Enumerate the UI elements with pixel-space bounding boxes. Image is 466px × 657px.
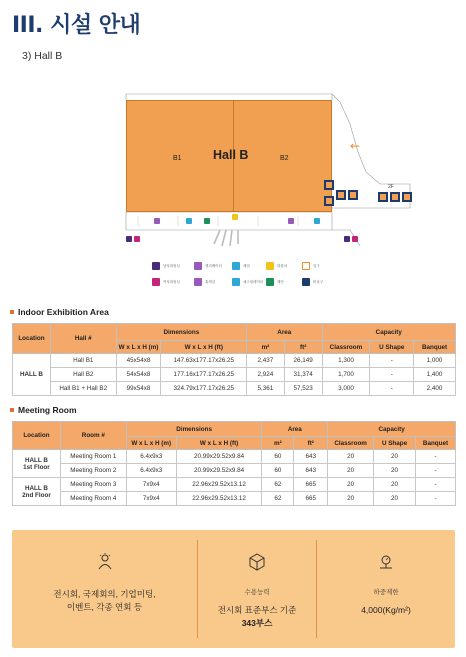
area-ft-cell: 57,523 — [284, 382, 322, 396]
banquet-cell: - — [416, 492, 456, 506]
col-dim-m: W x L x H (m) — [116, 341, 161, 354]
col-ushape: U Shape — [374, 437, 416, 450]
room-cell: Meeting Room 3 — [60, 478, 126, 492]
dim-ft-cell: 177.16x177.17x26.25 — [161, 368, 247, 382]
stairs-icon — [266, 278, 274, 286]
col-location: Location — [13, 422, 61, 450]
area-m-cell: 62 — [262, 492, 294, 506]
dim-m-cell: 54x54x8 — [116, 368, 161, 382]
meeting-room-table — [12, 421, 456, 506]
ushape-cell: 20 — [374, 478, 416, 492]
classroom-cell: 20 — [328, 464, 374, 478]
legend-item: 입구 — [302, 262, 320, 270]
area-m-cell: 5,361 — [247, 382, 285, 396]
legend-item: 남자화장실 — [152, 262, 180, 270]
dim-m-cell: 99x54x8 — [116, 382, 161, 396]
area-m-cell: 60 — [262, 464, 294, 478]
dim-ft-cell: 22.96x29.52x13.12 — [176, 492, 262, 506]
load-value: 4,000(Kg/m²) — [361, 605, 411, 615]
area-ft-cell: 643 — [294, 450, 328, 464]
weight-icon — [376, 552, 396, 572]
elevator-icon — [194, 262, 202, 270]
legend-item: 엘리베이터 — [194, 262, 222, 270]
escalator-icon — [314, 218, 320, 224]
legend-item: 여자화장실 — [152, 278, 180, 286]
banquet-cell: - — [416, 450, 456, 464]
area-ft-cell: 26,149 — [284, 354, 322, 368]
table-row — [13, 450, 456, 464]
presenter-icon — [95, 552, 115, 572]
col-area-m: m² — [247, 341, 285, 354]
location-line: 2nd Floor — [22, 491, 51, 499]
banquet-cell: 1,400 — [414, 368, 456, 382]
truck-icon — [266, 262, 274, 270]
table-row — [13, 354, 456, 368]
hall-b2-label: B2 — [280, 155, 289, 162]
col-ushape: U Shape — [370, 341, 414, 354]
section-subtitle: 3) Hall B — [22, 50, 63, 62]
col-banquet: Banquet — [414, 341, 456, 354]
summary-load — [317, 530, 455, 648]
col-area-m: m² — [262, 437, 294, 450]
classroom-cell: 1,700 — [322, 368, 370, 382]
classroom-cell: 20 — [328, 478, 374, 492]
table-row — [13, 382, 456, 396]
legend-item: 화물차 — [266, 262, 287, 270]
escalator-icon — [232, 278, 240, 286]
location-cell — [13, 478, 61, 506]
womens-restroom-icon — [352, 236, 358, 242]
room-cell: Meeting Room 2 — [60, 464, 126, 478]
meeting-room-icon — [324, 180, 334, 190]
ushape-cell: 20 — [374, 464, 416, 478]
banquet-cell: - — [416, 464, 456, 478]
dim-m-cell: 45x54x8 — [116, 354, 161, 368]
banquet-cell: 1,000 — [414, 354, 456, 368]
stairs-icon — [204, 218, 210, 224]
bullet-icon — [10, 310, 14, 314]
location-cell: HALL B — [13, 354, 51, 396]
col-area: Area — [247, 324, 322, 341]
col-room: Room # — [60, 422, 126, 450]
area-ft-cell: 31,374 — [284, 368, 322, 382]
col-area: Area — [262, 422, 328, 437]
classroom-cell: 20 — [328, 492, 374, 506]
dim-m-cell: 6.4x9x3 — [126, 464, 176, 478]
hall-cell: Hall B2 — [50, 368, 116, 382]
usage-line: 이벤트, 각종 연회 등 — [66, 602, 143, 612]
floor-2f-label: 2F — [388, 184, 394, 190]
shop-icon — [232, 262, 240, 270]
table-row — [13, 464, 456, 478]
col-classroom: Classroom — [328, 437, 374, 450]
dim-ft-cell: 20.99x29.52x9.84 — [176, 464, 262, 478]
mens-restroom-icon — [344, 236, 350, 242]
col-area-ft: ft² — [294, 437, 328, 450]
summary-capacity — [198, 530, 316, 648]
col-location: Location — [13, 324, 51, 354]
classroom-cell: 3,000 — [322, 382, 370, 396]
indoor-exhibition-heading: Indoor Exhibition Area — [10, 307, 109, 317]
location-line: HALL B — [24, 456, 48, 464]
room-cell: Meeting Room 1 — [60, 450, 126, 464]
area-m-cell: 2,924 — [247, 368, 285, 382]
floor-plan — [118, 80, 418, 255]
col-dim-ft: W x L x H (ft) — [161, 341, 247, 354]
area-ft-cell: 643 — [294, 464, 328, 478]
ushape-cell: 20 — [374, 492, 416, 506]
ushape-cell: 20 — [374, 450, 416, 464]
meeting-room-icon — [324, 196, 334, 206]
legend-item: 매점 — [232, 262, 250, 270]
col-capacity: Capacity — [322, 324, 455, 341]
col-classroom: Classroom — [322, 341, 370, 354]
legend-item: 비상구 — [302, 278, 323, 286]
ushape-cell: - — [370, 368, 414, 382]
indoor-exhibition-table — [12, 323, 456, 396]
col-dim-ft: W x L x H (ft) — [176, 437, 262, 450]
dim-ft-cell: 147.63x177.17x26.25 — [161, 354, 247, 368]
legend-item: 에스컬레이터 — [232, 278, 263, 286]
col-capacity: Capacity — [328, 422, 456, 437]
banquet-cell: 2,400 — [414, 382, 456, 396]
summary-panel — [12, 530, 455, 648]
meeting-room-icon — [348, 190, 358, 200]
legend-item: 계단 — [266, 278, 284, 286]
usage-line: 전시회, 국제회의, 기업미팅, — [53, 589, 156, 599]
meeting-room-icon — [378, 192, 388, 202]
col-hall: Hall # — [50, 324, 116, 354]
dim-m-cell: 7x9x4 — [126, 478, 176, 492]
location-cell — [13, 450, 61, 478]
area-ft-cell: 665 — [294, 492, 328, 506]
truck-icon — [232, 214, 238, 220]
col-area-ft: ft² — [284, 341, 322, 354]
ushape-cell: - — [370, 382, 414, 396]
entrance-arrow-icon: ← — [350, 139, 361, 153]
shop-icon — [186, 218, 192, 224]
meeting-room-heading: Meeting Room — [10, 405, 77, 415]
dim-ft-cell: 22.96x29.52x13.12 — [176, 478, 262, 492]
col-dimensions: Dimensions — [126, 422, 262, 437]
entrance-icon — [302, 262, 310, 270]
page-title: III. 시설 안내 — [12, 13, 141, 38]
capacity-value: 343부스 — [241, 618, 273, 628]
col-dimensions: Dimensions — [116, 324, 246, 341]
lounge-icon — [194, 278, 202, 286]
area-m-cell: 62 — [262, 478, 294, 492]
dim-m-cell: 7x9x4 — [126, 492, 176, 506]
load-label: 하중제한 — [373, 589, 399, 596]
dim-ft-cell: 20.99x29.52x9.84 — [176, 450, 262, 464]
room-cell: Meeting Room 4 — [60, 492, 126, 506]
banquet-cell: - — [416, 478, 456, 492]
table-row — [13, 478, 456, 492]
cube-icon — [247, 552, 267, 572]
meeting-room-icon — [390, 192, 400, 202]
hall-b-label: Hall B — [213, 148, 249, 162]
meeting-room-icon — [402, 192, 412, 202]
emergency-exit-icon — [302, 278, 310, 286]
table-row — [13, 492, 456, 506]
womens-restroom-icon — [152, 278, 160, 286]
bullet-icon — [10, 408, 14, 412]
table-row — [13, 368, 456, 382]
hall-b1-label: B1 — [173, 155, 182, 162]
legend-item: 휴게실 — [194, 278, 215, 286]
capacity-line: 전시회 표준부스 기준 — [217, 605, 297, 615]
location-line: HALL B — [24, 484, 48, 492]
col-banquet: Banquet — [416, 437, 456, 450]
classroom-cell: 20 — [328, 450, 374, 464]
area-ft-cell: 665 — [294, 478, 328, 492]
hall-cell: Hall B1 + Hall B2 — [50, 382, 116, 396]
location-line: 1st Floor — [23, 463, 50, 471]
mens-restroom-icon — [126, 236, 132, 242]
capacity-label: 수용능력 — [244, 589, 270, 596]
summary-usage — [12, 530, 197, 648]
lounge-icon — [154, 218, 160, 224]
meeting-room-icon — [336, 190, 346, 200]
dim-m-cell: 6.4x9x3 — [126, 450, 176, 464]
ushape-cell: - — [370, 354, 414, 368]
mens-restroom-icon — [152, 262, 160, 270]
lounge-icon — [288, 218, 294, 224]
col-dim-m: W x L x H (m) — [126, 437, 176, 450]
hall-cell: Hall B1 — [50, 354, 116, 368]
classroom-cell: 1,300 — [322, 354, 370, 368]
dim-ft-cell: 324.79x177.17x26.25 — [161, 382, 247, 396]
area-m-cell: 60 — [262, 450, 294, 464]
area-m-cell: 2,437 — [247, 354, 285, 368]
womens-restroom-icon — [134, 236, 140, 242]
